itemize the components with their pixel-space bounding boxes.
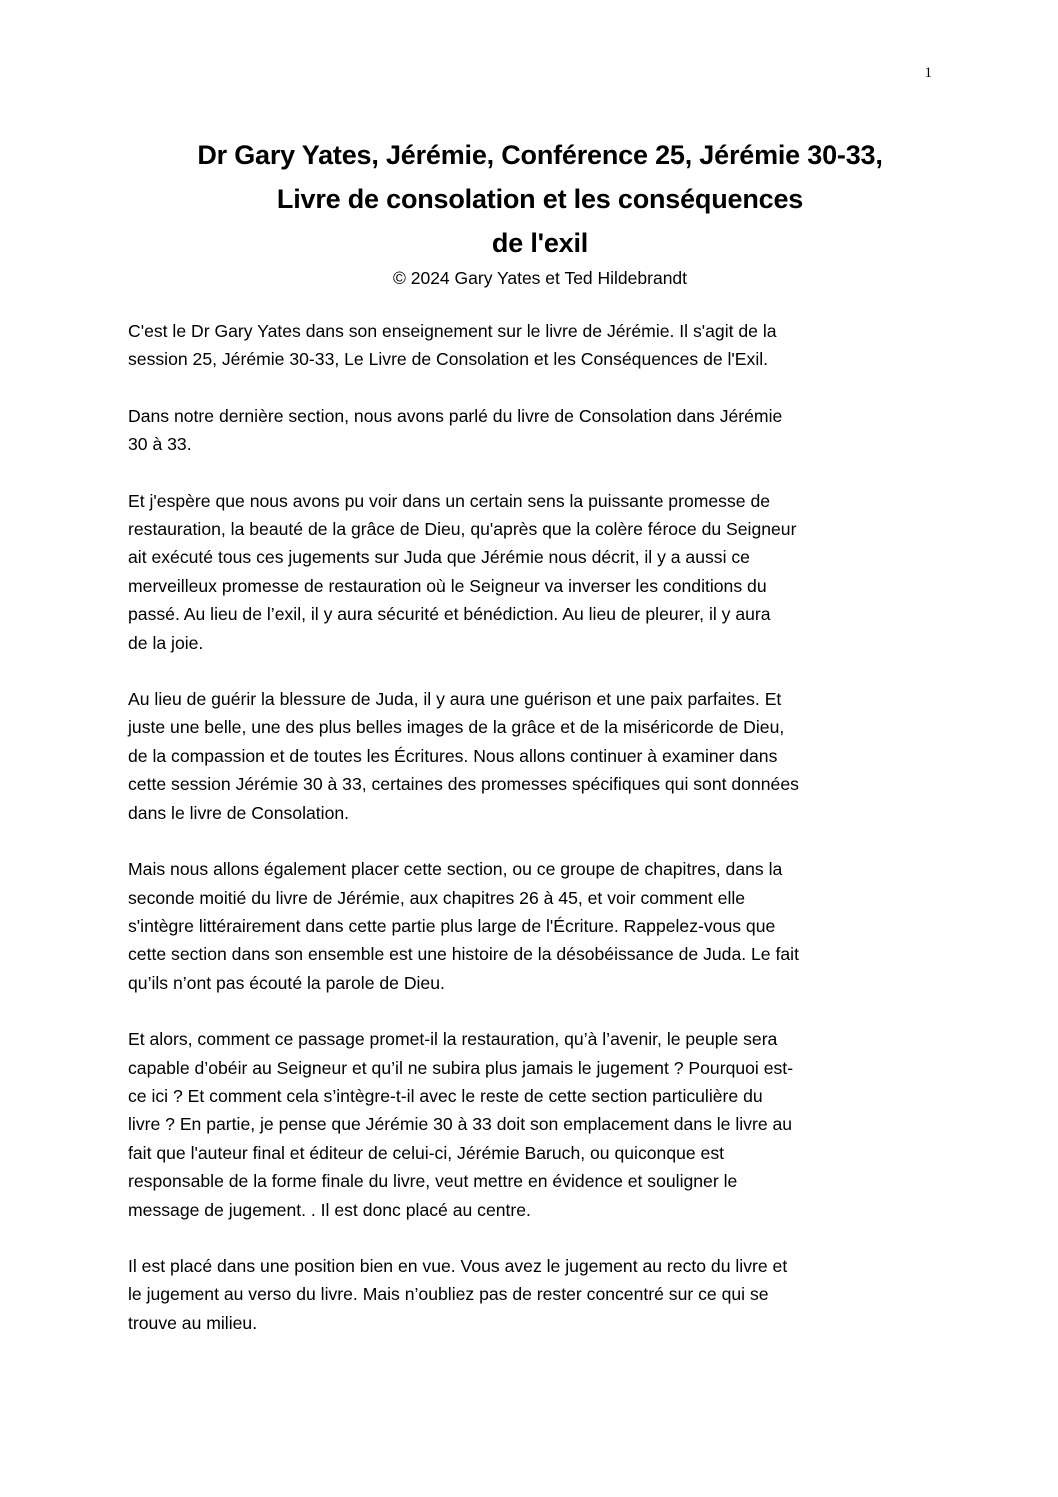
paragraph-line: livre ? En partie, je pense que Jérémie 30 à 33 doit son emplacement dans le livre au [128, 1114, 793, 1135]
document-body [128, 317, 928, 1365]
paragraph-line: dans le livre de Consolation. [128, 802, 350, 823]
paragraph-line: C'est le Dr Gary Yates dans son enseignement sur le livre de Jérémie. Il s'agit de la [128, 321, 777, 341]
paragraph-line: Mais nous allons également placer cette section, ou ce groupe de chapitres, dans la [128, 859, 783, 880]
paragraph [128, 1252, 928, 1337]
paragraph-line: ce ici ? Et comment cela s’intègre-t-il avec le reste de cette section particulière du [128, 1085, 763, 1106]
paragraph-line: Et alors, comment ce passage promet-il la restauration, qu’à l’avenir, le peuple sera [128, 1029, 778, 1050]
paragraph [128, 402, 928, 459]
paragraph-line: trouve au milieu. [128, 1312, 258, 1333]
title-line: de l'exil [491, 228, 589, 258]
paragraph-line: le jugement au verso du livre. Mais n’oubliez pas de rester concentré sur ce qui se [128, 1284, 769, 1305]
paragraph-line: restauration, la beauté de la grâce de Dieu, qu'après que la colère féroce du Seigneur [128, 519, 797, 540]
paragraph [128, 1025, 928, 1224]
paragraph-line: cette session Jérémie 30 à 33, certaines des promesses spécifiques qui sont données [128, 774, 799, 795]
title-line: Dr Gary Yates, Jérémie, Conférence 25, Jérémie 30-33, [197, 140, 883, 170]
paragraph-line: responsable de la forme finale du livre, veut mettre en évidence et souligner le [128, 1171, 738, 1192]
paragraph [128, 487, 928, 657]
copyright-notice: © 2024 Gary Yates et Ted Hildebrandt [392, 268, 688, 288]
paragraph-line: Il est placé dans une position bien en vue. Vous avez le jugement au recto du livre et [128, 1255, 788, 1276]
paragraph-line: Au lieu de guérir la blessure de Juda, il y aura une guérison et une paix parfaites. Et [128, 689, 782, 710]
paragraph [128, 685, 928, 827]
paragraph-line: cette section dans son ensemble est une histoire de la désobéissance de Juda. Le fait [128, 944, 799, 965]
paragraph-line: Dans notre dernière section, nous avons parlé du livre de Consolation dans Jérémie [128, 405, 783, 426]
paragraph-line: merveilleux promesse de restauration où le Seigneur va inverser les conditions du [128, 575, 767, 596]
title-line: Livre de consolation et les conséquences [276, 184, 804, 214]
paragraph-line: fait que l'auteur final et éditeur de celui-ci, Jérémie Baruch, ou quiconque est [128, 1142, 725, 1163]
paragraph-line: passé. Au lieu de l’exil, il y aura sécurité et bénédiction. Au lieu de pleurer, il y aura [128, 604, 771, 625]
paragraph-line: message de jugement. . Il est donc placé au centre. [128, 1199, 531, 1220]
paragraph-line: ait exécuté tous ces jugements sur Juda que Jérémie nous décrit, il y a aussi ce [128, 547, 750, 568]
paragraph-line: de la joie. [128, 632, 204, 653]
paragraph-line: seconde moitié du livre de Jérémie, aux chapitres 26 à 45, et voir comment elle [128, 887, 746, 908]
paragraph-line: qu’ils n’ont pas écouté la parole de Dieu. [128, 972, 445, 993]
paragraph-line: Et j'espère que nous avons pu voir dans un certain sens la puissante promesse de [128, 490, 771, 511]
paragraph [128, 317, 928, 374]
paragraph-line: juste une belle, une des plus belles images de la grâce et de la miséricorde de Dieu, [128, 717, 785, 738]
paragraph-line: de la compassion et de toutes les Écritures. Nous allons continuer à examiner dans [128, 745, 778, 766]
paragraph [128, 855, 928, 997]
page-number: 1 [924, 65, 932, 81]
document-header [100, 133, 980, 291]
paragraph-line: session 25, Jérémie 30-33, Le Livre de Consolation et les Conséquences de l'Exil. [128, 349, 769, 370]
paragraph-line: capable d’obéir au Seigneur et qu’il ne subira plus jamais le jugement ? Pourquoi est- [128, 1057, 794, 1078]
paragraph-line: s'intègre littérairement dans cette partie plus large de l'Écriture. Rappelez-vous que [128, 915, 776, 936]
paragraph-line: 30 à 33. [128, 434, 192, 455]
